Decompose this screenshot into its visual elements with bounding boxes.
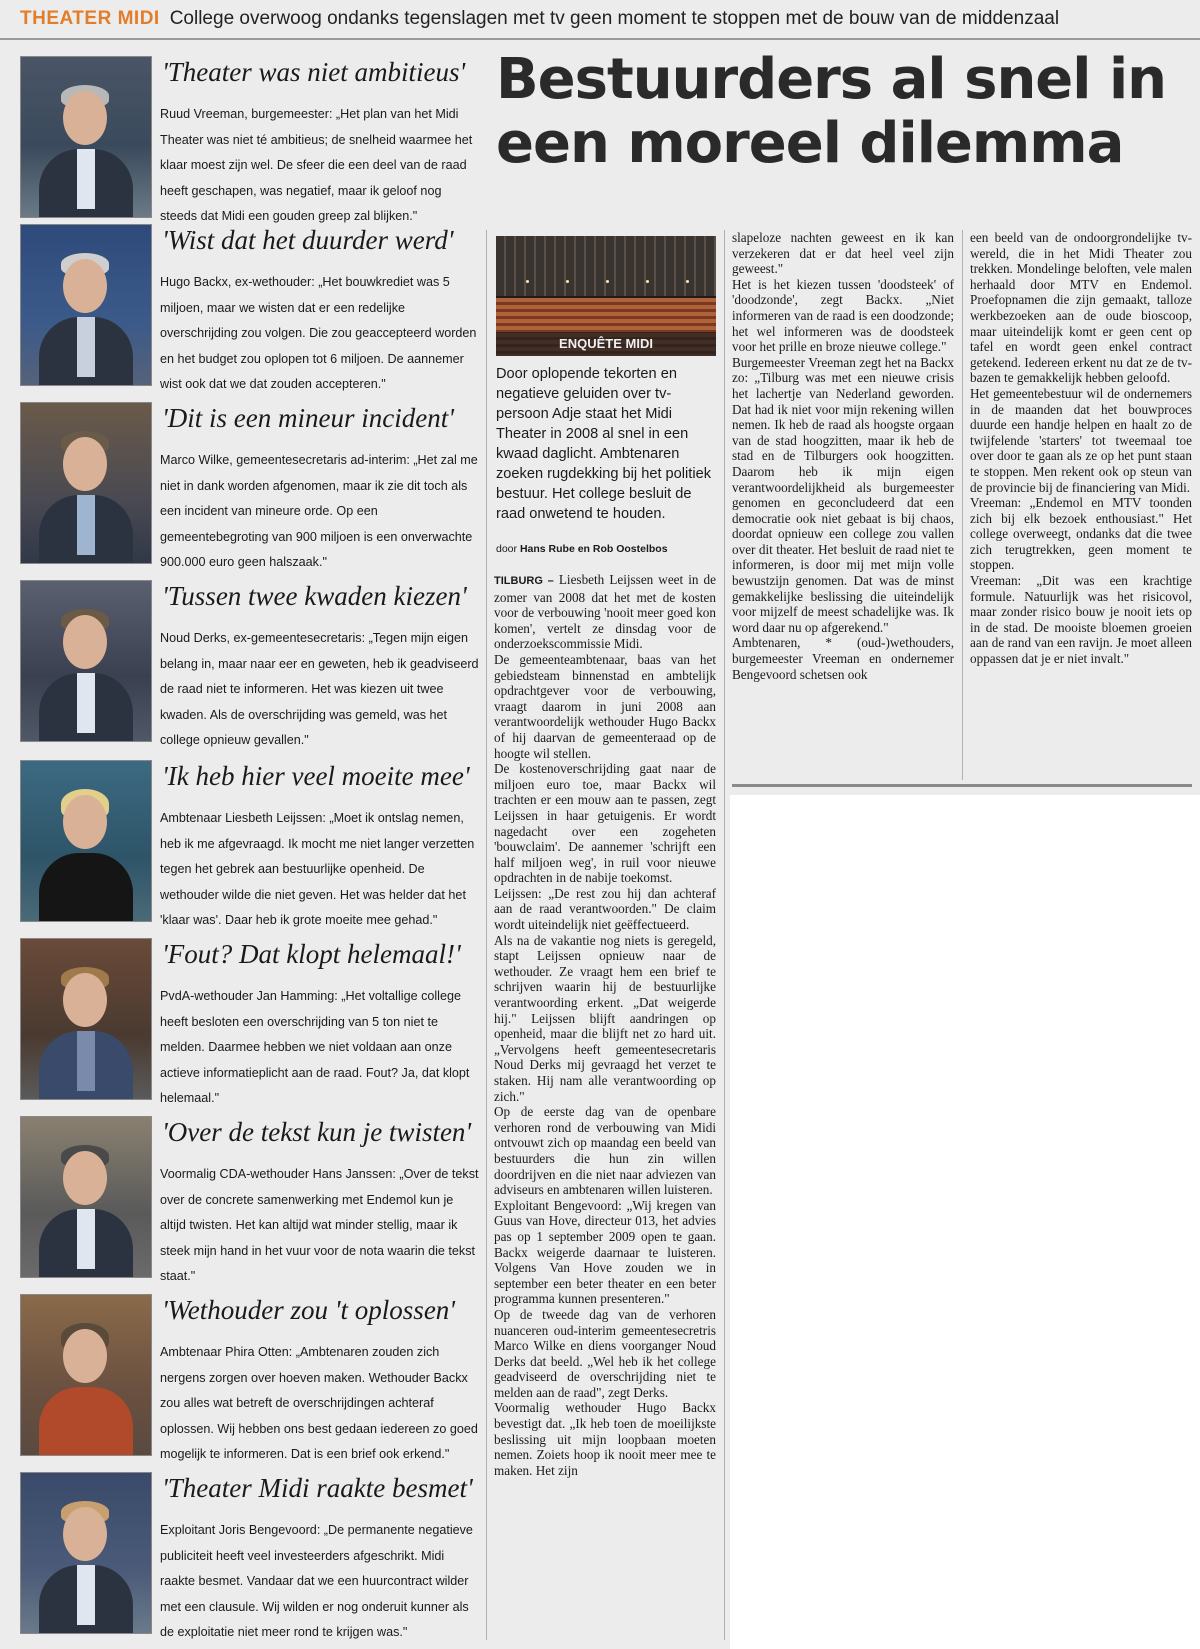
photo-label: ENQUÊTE MIDI bbox=[496, 332, 716, 356]
paragraph: Exploitant Bengevoord: „Wij kregen van Guus van Hove, directeur 013, het advies pas op 1 september 2009 open te gaan. Backx weigerde daarnaar te luisteren. Volgens Van Hove zouden we in september een beter theater en een beter programma kunnen presenteren." bbox=[494, 1197, 716, 1307]
quote-text: Ambtenaar Phira Otten: „Ambtenaren zouden zich nergens zorgen over hoeven maken. Wethouder Backx zou alles wat betreft de overschrijdingen achteraf oplossen. Wij hebben ons best gedaan iedereen zo goed mogelijk te informeren. Dat is een brief ook erkend." bbox=[160, 1345, 478, 1461]
quote-text: Exploitant Joris Bengevoord: „De permanente negatieve publiciteit heeft veel investeerders afgeschrikt. Midi raakte besmet. Vandaar dat we een huurcontract wilder met een clausule. Wij wilden er nog onderuit kunner als de exploitatie niet meer rond te krijgen was." bbox=[160, 1523, 473, 1639]
headline bbox=[496, 48, 1196, 176]
paragraph: slapeloze nachten geweest en ik kan verzekeren dat er dat heel veel zijn geweest." bbox=[732, 230, 954, 277]
paragraph: De kostenoverschrijding gaat naar de miljoen euro toe, maar Backx wil trachten er een mouw aan te passen, zegt Leijssen in haar getuigenis. Er wordt nagedacht over een zogeheten 'bouwclaim'. De aannemer 'schrijft een half miljoen weg', in ruil voor nieuwe opdrachten in de nabije toekomst. bbox=[494, 761, 716, 886]
quote-title: 'Theater was niet ambitieus' bbox=[162, 57, 466, 87]
quote-title: 'Fout? Dat klopt helemaal!' bbox=[162, 939, 461, 969]
paragraph: Vreeman: „Dit was een krachtige formule. Natuurlijk was het risicovol, maar zonder risico bouw je nooit iets op in de stad. De mooiste bloemen groeien aan de rand van een ravijn. Je moet alleen oppassen dat je er niet invalt." bbox=[970, 573, 1192, 667]
section-header bbox=[0, 0, 1200, 40]
column-divider bbox=[724, 230, 725, 1640]
quote-title: 'Over de tekst kun je twisten' bbox=[162, 1117, 472, 1147]
quote-title: 'Wethouder zou 't oplossen' bbox=[162, 1295, 456, 1325]
quote-text: Noud Derks, ex-gemeentesecretaris: „Tegen mijn eigen belang in, maar naar eer en geweten, heb ik geadviseerd de raad niet te informeren. Het was kiezen uit twee kwaden. Als de overschrijding was gemeld, was het college opnieuw gevallen." bbox=[160, 631, 479, 747]
column-divider bbox=[962, 230, 963, 780]
section-subhead: College overwoog ondanks tegenslagen met tv geen moment te stoppen met de bouw van de middenzaal bbox=[169, 8, 1060, 29]
article-column-2 bbox=[732, 230, 954, 682]
quote-title: 'Tussen twee kwaden kiezen' bbox=[162, 581, 467, 611]
empty-area bbox=[730, 795, 1200, 1649]
portrait-photo bbox=[20, 760, 152, 922]
quote-text: Ruud Vreeman, burgemeester: „Het plan van het Midi Theater was niet té ambitieus; de snelheid waarmee het klaar moest zijn wel. De sfeer die een deel van de raad heeft geschapen, was negatief, maar ik geloof nog steeds dat Midi een gouden greep zal blijken." bbox=[160, 107, 473, 223]
byline-authors: Hans Rube en Rob Oostelbos bbox=[519, 543, 668, 555]
paragraph: Vreeman: „Endemol en MTV toonden zich bij elk bezoek enthousiast." Het college overweegt, ondanks dat die twee zich terugtrekken, geen moment te stoppen. bbox=[970, 495, 1192, 573]
quote-text: Hugo Backx, ex-wethouder: „Het bouwkrediet was 5 miljoen, maar we wisten dat er een redelijke overschrijding zou volgen. Die zou geaccepteerd worden en het budget zou oplopen tot 6 miljoen. De aannemer wist ook dat we dat zouden accepteren." bbox=[160, 275, 477, 391]
paragraph: Op de eerste dag van de openbare verhoren rond de verbouwing van Midi ontvouwt zich op maandag een beeld van bestuurders die hun zin willen doordrijven en die niet naar adviezen van adviseurs en ambtenaren willen luisteren. bbox=[494, 1104, 716, 1198]
quote-title: 'Dit is een mineur incident' bbox=[162, 403, 454, 433]
portrait-photo bbox=[20, 1294, 152, 1456]
column-divider bbox=[486, 230, 487, 1640]
portrait-photo bbox=[20, 56, 152, 218]
paragraph: een beeld van de ondoorgrondelijke tv-wereld, die in het Midi Theater zou trekken. Mondelinge beloften, vele malen herhaald door MTV en Endemol. Proefopnamen die zijn gemaakt, talloze werkbezoeken aan de oude bioscoop, maar uiteindelijk komt er geen cent op tafel en wordt geen enkel contract getekend. Iedereen erkent nu dat ze de tv-bazen te gemakkelijk hebben geloofd. bbox=[970, 230, 1192, 386]
quote-title: 'Theater Midi raakte besmet' bbox=[162, 1473, 473, 1503]
quote-title: 'Wist dat het duurder werd' bbox=[162, 225, 454, 255]
quote-title: 'Ik heb hier veel moeite mee' bbox=[162, 761, 470, 791]
byline-prefix: door bbox=[496, 543, 518, 555]
paragraph: Voormalig wethouder Hugo Backx bevestigt dat. „Ik heb toen de moeilijkste beslissing uit mijn loopbaan moeten nemen. Zoiets hoop ik nooit meer mee te maken. Het zijn bbox=[494, 1400, 716, 1478]
headline-line-1: Bestuurders al snel in bbox=[496, 47, 1167, 112]
article-column-3 bbox=[970, 230, 1192, 667]
byline bbox=[496, 542, 716, 556]
paragraph: Op de tweede dag van de verhoren nuanceren oud-interim gemeentesecretris Marco Wilke en diens voorganger Noud Derks dat beeld. „Wel heb ik het college geadviseerd de overschrijding niet te melden aan de raad", zegt Derks. bbox=[494, 1306, 716, 1400]
dateline: TILBURG – bbox=[494, 575, 554, 587]
article-column-1 bbox=[494, 572, 716, 1478]
article-end-rule bbox=[732, 784, 1192, 787]
paragraph: Burgemeester Vreeman zegt het na Backx zo: „Tilburg was met een nieuwe crisis het lachertje van Nederland geworden. Dat had ik niet voor mijn rekening willen nemen. Ik heb de raad als hoogste orgaan van de stad hoogzitten, maar ik heb de stad en de Tilburgers ook hoogzitten. Daarom heb ik mijn eigen verantwoordelijkheid als burgemeester genomen en geconcludeerd dat een democratie ook niet gebaat is bij chaos, doordat opnieuw een college zou vallen over dit theater. Het besluit de raad niet te informeren, is door mij met mijn volle bewustzijn genomen. Dat was de minst gemakkelijke beslissing die uiteindelijk voor mijzelf de meest schadelijke was. Ik word daar nu op afgerekend." bbox=[732, 354, 954, 635]
paragraph: Het gemeentebestuur wil de ondernemers in de maanden dat het bouwproces duurde een handje helpen en haalt zo de twijfelende 'starters' tot tweemaal toe over door te gaan als ze op het punt staan te stoppen. Men rekent ook op steun van de provincie bij de financiering van Midi. bbox=[970, 385, 1192, 495]
quote-text: Marco Wilke, gemeentesecretaris ad-interim: „Het zal me niet in dank worden afgenomen, maar ik zie dit toch als een incident van mineure orde. Op een gemeentebegroting van 900 miljoen is een onverwachte 900.000 euro geen halszaak." bbox=[160, 453, 478, 569]
quote-text: Ambtenaar Liesbeth Leijssen: „Moet ik ontslag nemen, heb ik me afgevraagd. Ik mocht me niet langer verzetten tegen het gebrek aan bestuurlijke openheid. De wethouder wilde die niet geven. Het was helder dat het 'klaar was'. Daar heb ik grote moeite mee gehad." bbox=[160, 811, 475, 927]
paragraph: De gemeenteambtenaar, baas van het gebiedsteam binnenstad en ambtelijk opdrachtgever voor de verbouwing, vraagt daarom in juni 2008 aan verantwoordelijk wethouder Hugo Backx of hij daarvan de gemeenteraad op de hoogte wil stellen. bbox=[494, 651, 716, 761]
paragraph: Het is het kiezen tussen 'doodsteek' of 'doodzonde', zegt Backx. „Niet informeren van de raad is een doodzonde; het wel informeren was de doodsteek voor het prille en broze nieuwe college." bbox=[732, 276, 954, 355]
quote-text: PvdA-wethouder Jan Hamming: „Het voltallige college heeft besloten een overschrijding van 5 ton niet te melden. Daarmee hebben we niet voldaan aan onze actieve informatieplicht aan de raad. Fout? Ja, dat klopt helemaal." bbox=[160, 989, 470, 1105]
paragraph: TILBURG – Liesbeth Leijssen weet in de zomer van 2008 dat het met de kosten voor de verbouwing 'nooit meer goed kon komen', vertelt ze dinsdag voor de onderzoekscommissie Midi. bbox=[494, 572, 716, 652]
portrait-photo bbox=[20, 1116, 152, 1278]
quote-text: Voormalig CDA-wethouder Hans Janssen: „Over de tekst over de concrete samenwerking met Endemol kun je altijd twisten. Het kan altijd wat minder stellig, maar ik steek mijn hand in het vuur voor de nota waarin die tekst staat." bbox=[160, 1167, 479, 1283]
paragraph: Als na de vakantie nog niets is geregeld, stapt Leijssen opnieuw naar de wethouder. Ze vraagt hem een brief te schrijven waarin hij de bestuurlijke verantwoording erkent. „Dat weigerde hij." Leijssen blijft aandringen op openheid, maar die blijft net zo hard uit. „Vervolgens heeft gemeentesecretaris Noud Derks mij gevraagd het verzet te staken. Hij nam alle verantwoording op zich." bbox=[494, 932, 716, 1104]
paragraph: Leijssen: „De rest zou hij dan achteraf aan de raad verantwoorden." De claim wordt uiteindelijk niet geëffectueerd. bbox=[494, 885, 716, 933]
portrait-photo bbox=[20, 1472, 152, 1634]
portrait-photo bbox=[20, 580, 152, 742]
paragraph: Ambtenaren, * (oud-)wethouders, burgemeester Vreeman en ondernemer Bengevoord schetsen ook bbox=[732, 635, 954, 682]
section-kicker: THEATER MIDI bbox=[20, 8, 160, 29]
article-lead: Door oplopende tekorten en negatieve geluiden over tv-persoon Adje staat het Midi Theater in 2008 al snel in een kwaad daglicht. Ambtenaren zoeken rugdekking bij het politiek bestuur. Het college besluit de raad onwetend te houden. bbox=[496, 366, 711, 522]
headline-line-2: een moreel dilemma bbox=[496, 111, 1124, 176]
theater-photo bbox=[496, 236, 716, 356]
portrait-photo bbox=[20, 402, 152, 564]
portrait-photo bbox=[20, 938, 152, 1100]
portrait-photo bbox=[20, 224, 152, 386]
